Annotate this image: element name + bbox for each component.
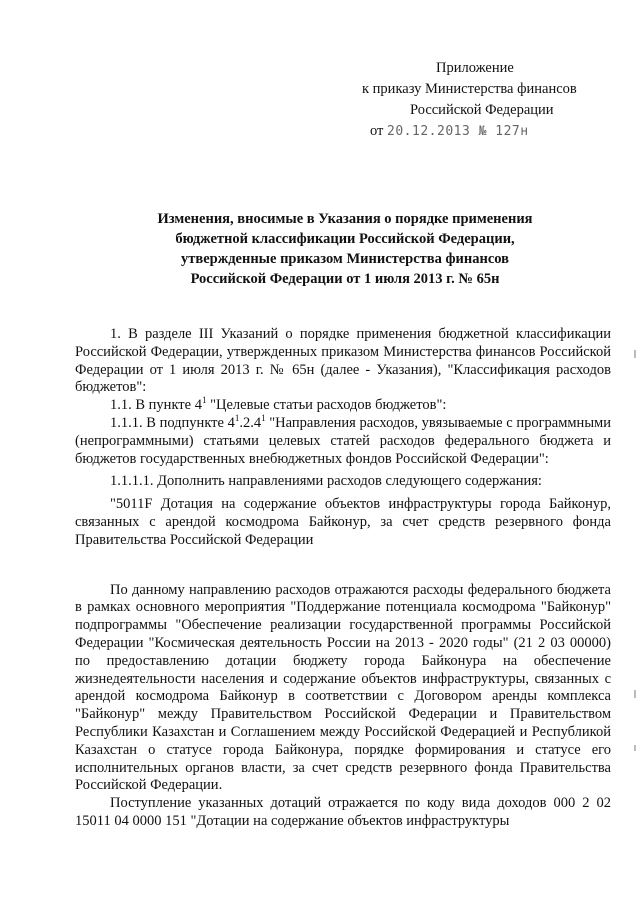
order-date-line	[362, 121, 612, 142]
appendix-header	[362, 58, 612, 142]
paragraph-item-1-1-1-1: 1.1.1.1. Дополнить направлениями расходов следующего содержания:	[110, 473, 542, 490]
scan-edge-mark	[634, 350, 636, 358]
title-line: Российской Федерации от 1 июля 2013 г. № 65н	[190, 271, 500, 287]
title-line: Изменения, вносимые в Указания о порядке применения	[157, 211, 533, 227]
appendix-label: Приложение	[436, 60, 514, 76]
scan-edge-mark	[634, 745, 636, 751]
paragraph-item-1-1: 1.1. В пункте $4^1$ "Целевые статьи расходов бюджетов":	[110, 395, 447, 414]
title-line: бюджетной классификации Российской Федерации,	[175, 231, 515, 247]
paragraph-section-1: 1. В разделе III Указаний о порядке применения бюджетной классификации Российской Федерации, утвержденных приказом Министерства финансов Российской Федерации от 1 июля 2013 г. № 65н (далее - Указания), "Классификация расходов бюджетов":	[75, 326, 611, 396]
paragraph-revenue-code: Поступление указанных дотаций отражается по коду вида доходов 000 2 02 15011 04 0000 151 "Дотации на содержание объектов инфраструктуры	[75, 795, 611, 829]
order-reference: к приказу Министерства финансов	[362, 81, 577, 97]
paragraph-item-1-1-1: 1.1.1. В подпункте $4^1.2.4^1$ "Направления расходов, увязываемые с программными (непрограммными) статьями целевых статей расходов федерального бюджета и бюджетов государственных внебюджетных фондов Российской Федерации":	[75, 413, 611, 467]
scan-edge-mark	[634, 690, 636, 698]
order-date-stamp: 20.12.2013 № 127н	[387, 124, 529, 139]
document-body	[75, 326, 611, 831]
ministry-name: Российской Федерации	[410, 102, 554, 118]
date-prefix: от	[370, 123, 384, 139]
title-line: утвержденные приказом Министерства финансов	[180, 251, 510, 267]
paragraph-expense-code: "5011F Дотация на содержание объектов инфраструктуры города Байконур, связанных с арендой космодрома Байконур, за счет средств резервного фонда Правительства Российской Федерации	[75, 496, 611, 548]
document-title	[80, 209, 610, 289]
paragraph-expense-description: По данному направлению расходов отражаются расходы федерального бюджета в рамках основного мероприятия "Поддержание потенциала космодрома "Байконур" подпрограммы "Обеспечение реализации государственной программы Российской Федерации "Космическая деятельность России на 2013 - 2020 годы" (21 2 03 00000) по предоставлению дотации бюджету города Байконура на обеспечение жизнедеятельности населения и содержание объектов инфраструктуры, связанных с арендой космодрома Байконур в соответствии с Договором аренды комплекса "Байконур" между Правительством Российской Федерации и Правительством Республики Казахстан и Соглашением между Российской Федерацией и Республикой Казахстан о статусе города Байконура, порядке формирования и статусе его исполнительных органов власти, за счет средств резервного фонда Правительства Российской Федерации.	[75, 581, 611, 794]
